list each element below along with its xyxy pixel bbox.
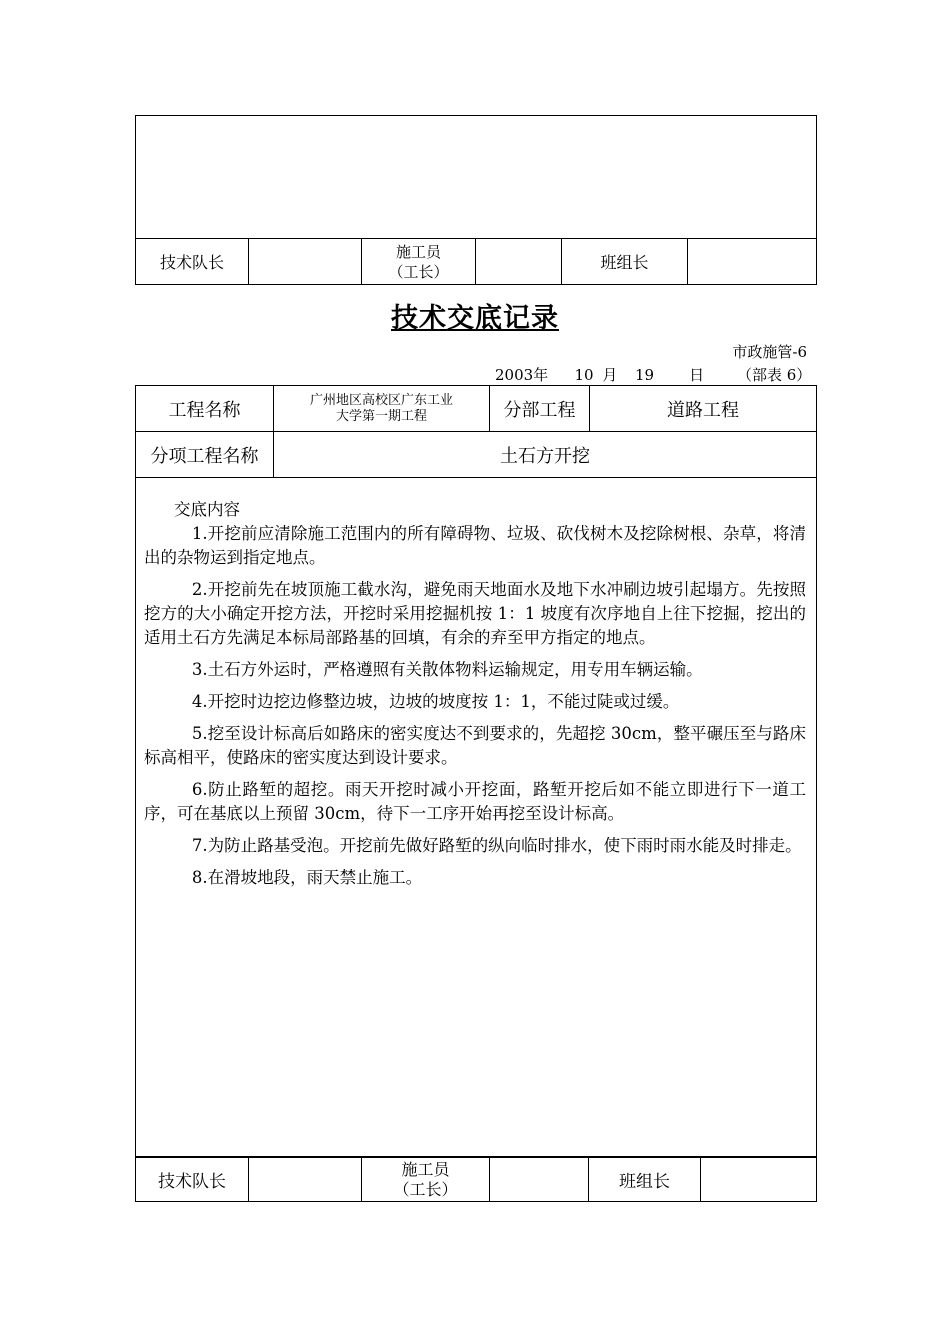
item-name-label: 分项工程名称 <box>136 432 274 478</box>
tech-leader-label: 技术队长 <box>136 1158 249 1202</box>
division-value: 道路工程 <box>590 386 817 432</box>
content-item: 6.防止路堑的超挖。雨天开挖时减小开挖面，路堑开挖后如不能立即进行下一道工序，可在基底以上预留 30cm，待下一工序开始再挖至设计标高。 <box>144 780 806 823</box>
project-name-value: 广州地区高校区广东工业 大学第一期工程 <box>274 386 490 432</box>
constructor-label: 施工员 （工长） <box>362 1158 490 1202</box>
content-item: 1.开挖前应清除施工范围内的所有障碍物、垃圾、砍伐树木及挖除树根、杂草，将清出的杂物运到指定地点。 <box>144 524 806 567</box>
project-name-label: 工程名称 <box>136 386 274 432</box>
content-item: 5.挖至设计标高后如路床的密实度达不到要求的，先超挖 30cm，整平碾压至与路床标高相平，使路床的密实度达到设计要求。 <box>144 724 806 767</box>
content-item: 3.土石方外运时，严格遵照有关散体物料运输规定，用专用车辆运输。 <box>191 660 703 679</box>
constructor-label: 施工员 （工长） <box>362 239 476 285</box>
previous-content-area <box>136 116 817 239</box>
sub-table-code: （部表 6） <box>737 366 812 384</box>
team-leader-label: 班组长 <box>589 1158 701 1202</box>
item-name-value: 土石方开挖 <box>274 432 817 478</box>
record-date: 2003年 10 月 19 日 <box>495 366 705 384</box>
page-title: 技术交底记录 <box>391 303 559 334</box>
record-table <box>135 385 817 1157</box>
team-leader-label: 班组长 <box>562 239 688 285</box>
disclosure-content <box>136 478 816 890</box>
team-leader-signature-field[interactable] <box>688 239 817 285</box>
tech-leader-signature-field[interactable] <box>249 239 362 285</box>
previous-form-signature-table <box>135 115 817 285</box>
content-item: 4.开挖时边挖边修整边坡，边坡的坡度按 1：1，不能过陡或过缓。 <box>191 692 680 711</box>
division-label: 分部工程 <box>490 386 590 432</box>
signature-table <box>135 1157 817 1202</box>
tech-leader-label: 技术队长 <box>136 239 249 285</box>
constructor-signature-field[interactable] <box>476 239 562 285</box>
content-heading: 交底内容 <box>174 500 240 519</box>
constructor-signature-field[interactable] <box>490 1158 589 1202</box>
form-code: 市政施管-6 <box>732 343 807 361</box>
content-item: 2.开挖前先在坡顶施工截水沟，避免雨天地面水及地下水冲刷边坡引起塌方。先按照挖方的大小确定开挖方法，开挖时采用挖掘机按 1：1 坡度有次序地自上往下挖掘，挖出的适用土石方先满足本标局部路基的回填，有余的弃至甲方指定的地点。 <box>144 580 806 647</box>
team-leader-signature-field[interactable] <box>701 1158 817 1202</box>
disclosure-content-cell <box>136 478 817 1157</box>
content-item: 8.在滑坡地段，雨天禁止施工。 <box>191 868 423 887</box>
tech-leader-signature-field[interactable] <box>249 1158 362 1202</box>
content-item: 7.为防止路基受泡。开挖前先做好路堑的纵向临时排水，使下雨时雨水能及时排走。 <box>191 836 802 855</box>
